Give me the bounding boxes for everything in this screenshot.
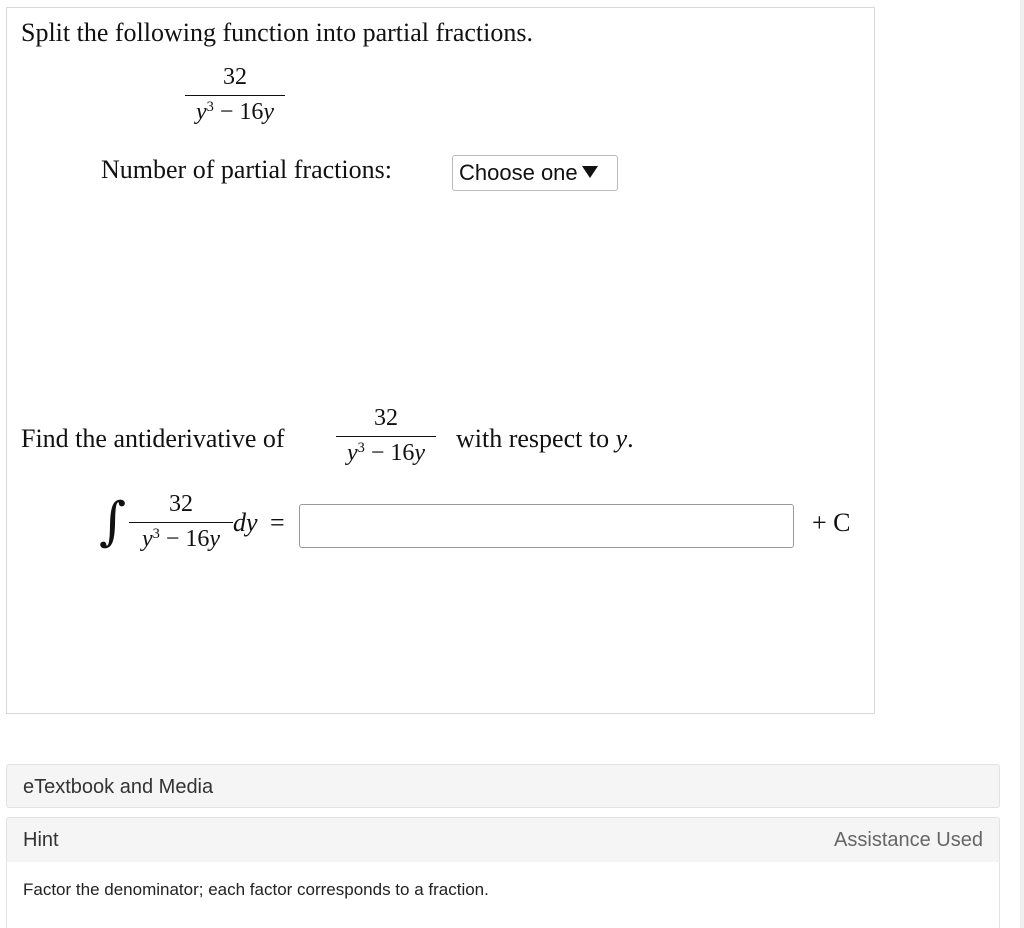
fraction-bar (129, 522, 233, 523)
select-value: Choose one (459, 160, 578, 185)
differential: dy (233, 508, 258, 537)
fraction-display (185, 64, 285, 126)
fraction-denominator: $y^3 - 16y$ (195, 99, 275, 126)
fraction-bar (336, 436, 436, 437)
hint-panel[interactable] (6, 817, 1000, 863)
partial-count-label: Number of partial fractions: (101, 155, 392, 184)
assistance-status: Assistance Used (834, 829, 983, 851)
antiderivative-answer-input[interactable] (299, 504, 794, 548)
hint-body (6, 862, 1000, 928)
integral-sign-icon: ∫ (99, 492, 127, 552)
question-instruction: Split the following function into partial fractions. (21, 18, 533, 47)
fraction-bar (185, 95, 285, 96)
fraction-denominator: $y^3 - 16y$ (346, 440, 426, 467)
antiderivative-suffix: with respect to y. (456, 424, 634, 453)
question-box (6, 7, 875, 714)
equals-sign: = (270, 508, 285, 537)
integrand-fraction (129, 491, 233, 553)
scrollbar-track[interactable] (1020, 0, 1024, 928)
plus-constant: + C (812, 508, 851, 537)
etextbook-title: eTextbook and Media (23, 776, 214, 798)
hint-title: Hint (23, 829, 59, 851)
etextbook-panel[interactable] (6, 764, 1000, 808)
partial-count-select[interactable] (452, 155, 618, 191)
fraction-denominator: $y^3 - 16y$ (141, 526, 221, 553)
antiderivative-prefix: Find the antiderivative of (21, 424, 285, 453)
fraction-numerator: 32 (223, 64, 247, 90)
antiderivative-fraction (336, 405, 436, 467)
fraction-numerator: 32 (169, 491, 193, 517)
fraction-numerator: 32 (374, 405, 398, 431)
dropdown-arrow-icon (582, 166, 598, 178)
hint-text: Factor the denominator; each factor corresponds to a fraction. (23, 880, 489, 899)
variable-y: y (615, 424, 628, 453)
